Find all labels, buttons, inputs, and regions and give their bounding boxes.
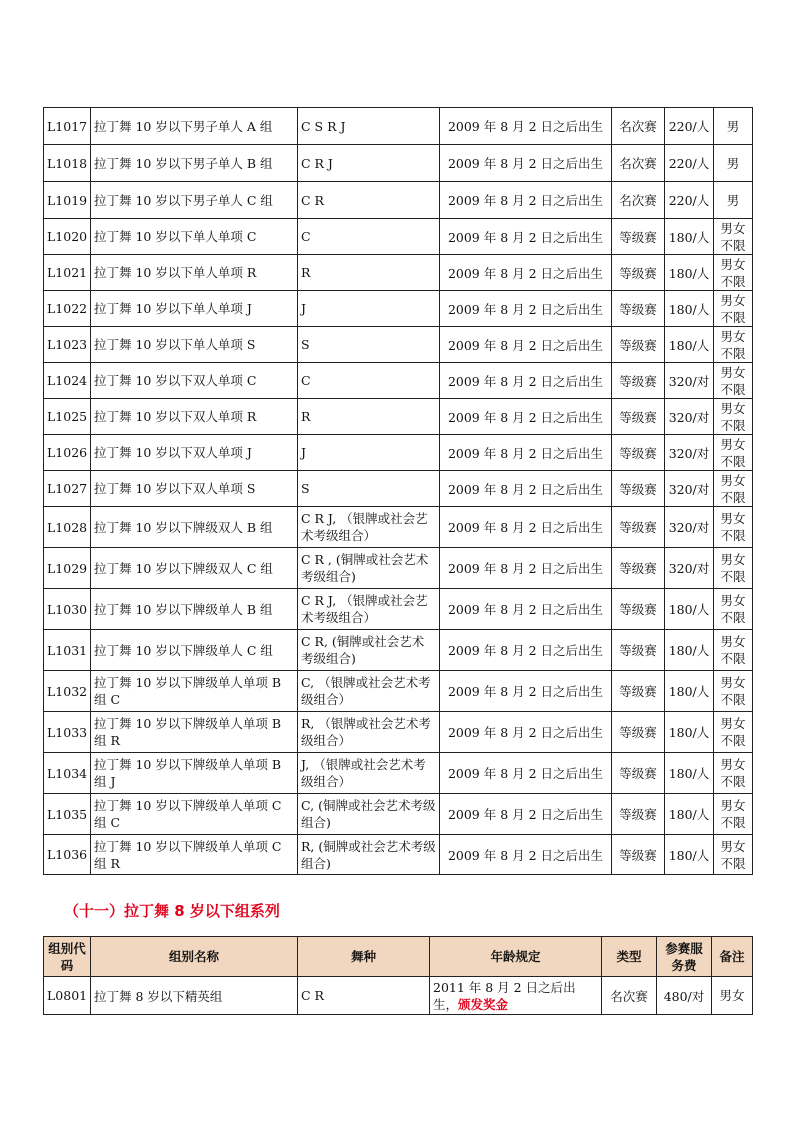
competition-type: 等级赛 [612, 363, 665, 399]
service-fee: 220/人 [665, 182, 714, 219]
group-name: 拉丁舞 10 岁以下牌级单人单项 B 组 J [91, 753, 298, 794]
section-title: （十一）拉丁舞 8 岁以下组系列 [64, 902, 280, 920]
table-row [44, 291, 753, 327]
age-rule: 2009 年 8 月 2 日之后出生 [440, 435, 612, 471]
dance-type: C R [298, 182, 440, 219]
dance-type: J [298, 435, 440, 471]
service-fee: 320/对 [665, 548, 714, 589]
competition-type: 等级赛 [612, 671, 665, 712]
remark: 男女不限 [714, 291, 753, 327]
group-code: L1033 [44, 712, 91, 753]
dance-type: J [298, 291, 440, 327]
age-rule: 2009 年 8 月 2 日之后出生 [440, 630, 612, 671]
table-row [44, 977, 753, 1015]
remark: 男女不限 [714, 712, 753, 753]
table-row [44, 548, 753, 589]
group-name: 拉丁舞 10 岁以下牌级单人单项 C 组 C [91, 794, 298, 835]
competition-type: 等级赛 [612, 630, 665, 671]
service-fee: 320/对 [665, 363, 714, 399]
competition-type: 等级赛 [612, 291, 665, 327]
service-fee: 180/人 [665, 671, 714, 712]
groups-table-8-under [43, 936, 753, 1015]
service-fee: 180/人 [665, 835, 714, 875]
group-code: L1022 [44, 291, 91, 327]
group-code: L1031 [44, 630, 91, 671]
dance-type: R, (铜牌或社会艺术考级组合) [298, 835, 440, 875]
group-name: 拉丁舞 10 岁以下牌级双人 B 组 [91, 507, 298, 548]
table-row [44, 794, 753, 835]
group-code: L1023 [44, 327, 91, 363]
group-code: L1018 [44, 145, 91, 182]
service-fee: 320/对 [665, 435, 714, 471]
competition-type: 等级赛 [612, 219, 665, 255]
service-fee: 180/人 [665, 753, 714, 794]
remark: 男女不限 [714, 589, 753, 630]
remark: 男女不限 [714, 471, 753, 507]
group-name: 拉丁舞 10 岁以下单人单项 J [91, 291, 298, 327]
dance-type: C R [298, 977, 430, 1015]
competition-type: 等级赛 [612, 471, 665, 507]
age-rule: 2009 年 8 月 2 日之后出生 [440, 507, 612, 548]
dance-type: R, （银牌或社会艺术考级组合） [298, 712, 440, 753]
dance-type: C R , (铜牌或社会艺术考级组合) [298, 548, 440, 589]
competition-type: 等级赛 [612, 435, 665, 471]
competition-type: 等级赛 [612, 399, 665, 435]
dance-type: J, （银牌或社会艺术考级组合） [298, 753, 440, 794]
header-fee: 参赛服务费 [657, 937, 712, 977]
age-rule: 2009 年 8 月 2 日之后出生 [440, 108, 612, 145]
group-code: L1035 [44, 794, 91, 835]
table-row [44, 671, 753, 712]
prize-highlight: 颁发奖金 [458, 996, 509, 1012]
age-rule: 2009 年 8 月 2 日之后出生 [440, 255, 612, 291]
group-name: 拉丁舞 10 岁以下牌级单人单项 B 组 C [91, 671, 298, 712]
age-rule: 2009 年 8 月 2 日之后出生 [440, 399, 612, 435]
competition-type: 等级赛 [612, 255, 665, 291]
age-rule: 2009 年 8 月 2 日之后出生 [440, 182, 612, 219]
competition-type: 等级赛 [612, 794, 665, 835]
service-fee: 180/人 [665, 630, 714, 671]
group-code: L1028 [44, 507, 91, 548]
group-code: L1026 [44, 435, 91, 471]
dance-type: C R J [298, 145, 440, 182]
table-row [44, 145, 753, 182]
group-code: L0801 [44, 977, 91, 1015]
group-code: L1025 [44, 399, 91, 435]
remark: 男女不限 [714, 327, 753, 363]
group-name: 拉丁舞 8 岁以下精英组 [91, 977, 298, 1015]
dance-type: C, （银牌或社会艺术考级组合） [298, 671, 440, 712]
table-row [44, 753, 753, 794]
group-name: 拉丁舞 10 岁以下牌级单人单项 B 组 R [91, 712, 298, 753]
table-row [44, 471, 753, 507]
service-fee: 180/人 [665, 255, 714, 291]
group-code: L1032 [44, 671, 91, 712]
service-fee: 320/对 [665, 507, 714, 548]
age-rule: 2009 年 8 月 2 日之后出生 [440, 327, 612, 363]
table-row [44, 589, 753, 630]
remark: 男女不限 [714, 363, 753, 399]
remark: 男 [714, 108, 753, 145]
dance-type: C [298, 363, 440, 399]
remark: 男女不限 [714, 435, 753, 471]
remark: 男女不限 [714, 548, 753, 589]
group-code: L1029 [44, 548, 91, 589]
group-name: 拉丁舞 10 岁以下男子单人 C 组 [91, 182, 298, 219]
service-fee: 180/人 [665, 589, 714, 630]
service-fee: 180/人 [665, 327, 714, 363]
dance-type: C, (铜牌或社会艺术考级组合) [298, 794, 440, 835]
group-name: 拉丁舞 10 岁以下双人单项 C [91, 363, 298, 399]
age-rule: 2009 年 8 月 2 日之后出生 [440, 363, 612, 399]
remark: 男女 [712, 977, 753, 1015]
age-rule: 2009 年 8 月 2 日之后出生 [440, 548, 612, 589]
header-type: 类型 [602, 937, 657, 977]
remark: 男女不限 [714, 753, 753, 794]
age-rule: 2009 年 8 月 2 日之后出生 [440, 219, 612, 255]
groups-table-10-under [43, 107, 753, 875]
group-name: 拉丁舞 10 岁以下牌级单人单项 C 组 R [91, 835, 298, 875]
group-name: 拉丁舞 10 岁以下双人单项 S [91, 471, 298, 507]
group-name: 拉丁舞 10 岁以下单人单项 S [91, 327, 298, 363]
service-fee: 220/人 [665, 145, 714, 182]
competition-type: 名次赛 [602, 977, 657, 1015]
dance-type: C R J, （银牌或社会艺术考级组合） [298, 507, 440, 548]
competition-type: 等级赛 [612, 712, 665, 753]
age-rule: 2009 年 8 月 2 日之后出生 [440, 794, 612, 835]
remark: 男女不限 [714, 399, 753, 435]
remark: 男女不限 [714, 219, 753, 255]
header-note: 备注 [712, 937, 753, 977]
service-fee: 320/对 [665, 471, 714, 507]
age-rule: 2009 年 8 月 2 日之后出生 [440, 589, 612, 630]
table-row [44, 507, 753, 548]
competition-type: 等级赛 [612, 327, 665, 363]
dance-type: S [298, 471, 440, 507]
dance-type: C S R J [298, 108, 440, 145]
table-row [44, 399, 753, 435]
header-dance: 舞种 [298, 937, 430, 977]
age-rule: 2009 年 8 月 2 日之后出生 [440, 471, 612, 507]
group-code: L1020 [44, 219, 91, 255]
table-row [44, 219, 753, 255]
header-age: 年龄规定 [430, 937, 602, 977]
competition-type: 等级赛 [612, 548, 665, 589]
group-name: 拉丁舞 10 岁以下男子单人 A 组 [91, 108, 298, 145]
service-fee: 180/人 [665, 712, 714, 753]
group-name: 拉丁舞 10 岁以下单人单项 R [91, 255, 298, 291]
remark: 男女不限 [714, 507, 753, 548]
group-code: L1019 [44, 182, 91, 219]
dance-type: C R, (铜牌或社会艺术考级组合) [298, 630, 440, 671]
table-row [44, 327, 753, 363]
competition-type: 等级赛 [612, 835, 665, 875]
age-rule [430, 977, 602, 1015]
dance-type: R [298, 255, 440, 291]
group-name: 拉丁舞 10 岁以下男子单人 B 组 [91, 145, 298, 182]
age-rule-text: 2011 年 8 月 2 日之后出生， [433, 979, 576, 1012]
table-row [44, 255, 753, 291]
group-name: 拉丁舞 10 岁以下双人单项 R [91, 399, 298, 435]
table-row [44, 712, 753, 753]
service-fee: 320/对 [665, 399, 714, 435]
group-code: L1021 [44, 255, 91, 291]
age-rule: 2009 年 8 月 2 日之后出生 [440, 835, 612, 875]
table-row [44, 363, 753, 399]
remark: 男女不限 [714, 255, 753, 291]
competition-type: 等级赛 [612, 507, 665, 548]
service-fee: 180/人 [665, 291, 714, 327]
table-row [44, 182, 753, 219]
remark: 男 [714, 145, 753, 182]
group-name: 拉丁舞 10 岁以下单人单项 C [91, 219, 298, 255]
group-code: L1034 [44, 753, 91, 794]
table-row [44, 630, 753, 671]
remark: 男女不限 [714, 835, 753, 875]
remark: 男女不限 [714, 794, 753, 835]
header-code: 组别代码 [44, 937, 91, 977]
group-name: 拉丁舞 10 岁以下牌级单人 C 组 [91, 630, 298, 671]
service-fee: 180/人 [665, 794, 714, 835]
age-rule: 2009 年 8 月 2 日之后出生 [440, 291, 612, 327]
group-name: 拉丁舞 10 岁以下双人单项 J [91, 435, 298, 471]
remark: 男女不限 [714, 630, 753, 671]
group-code: L1024 [44, 363, 91, 399]
competition-type: 等级赛 [612, 589, 665, 630]
competition-type: 名次赛 [612, 145, 665, 182]
table-row [44, 435, 753, 471]
group-name: 拉丁舞 10 岁以下牌级双人 C 组 [91, 548, 298, 589]
group-name: 拉丁舞 10 岁以下牌级单人 B 组 [91, 589, 298, 630]
dance-type: R [298, 399, 440, 435]
remark: 男女不限 [714, 671, 753, 712]
group-code: L1036 [44, 835, 91, 875]
age-rule: 2009 年 8 月 2 日之后出生 [440, 145, 612, 182]
group-code: L1030 [44, 589, 91, 630]
remark: 男 [714, 182, 753, 219]
header-row [44, 937, 753, 977]
table-row [44, 835, 753, 875]
group-code: L1027 [44, 471, 91, 507]
age-rule: 2009 年 8 月 2 日之后出生 [440, 753, 612, 794]
group-code: L1017 [44, 108, 91, 145]
dance-type: C R J, （银牌或社会艺术考级组合） [298, 589, 440, 630]
table-row [44, 108, 753, 145]
header-name: 组别名称 [91, 937, 298, 977]
dance-type: C [298, 219, 440, 255]
competition-type: 等级赛 [612, 753, 665, 794]
service-fee: 180/人 [665, 219, 714, 255]
age-rule: 2009 年 8 月 2 日之后出生 [440, 712, 612, 753]
competition-type: 名次赛 [612, 108, 665, 145]
dance-type: S [298, 327, 440, 363]
service-fee: 480/对 [657, 977, 712, 1015]
service-fee: 220/人 [665, 108, 714, 145]
age-rule: 2009 年 8 月 2 日之后出生 [440, 671, 612, 712]
competition-type: 名次赛 [612, 182, 665, 219]
